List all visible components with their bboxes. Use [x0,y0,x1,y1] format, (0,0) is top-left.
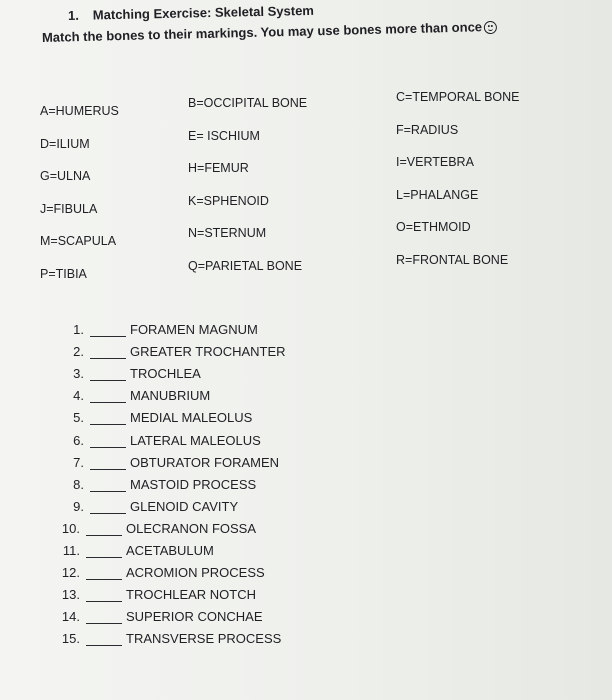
marking-term: GREATER TROCHANTER [130,344,286,360]
bone-key-entry: D=ILIUM [40,136,90,151]
marking-number: 1. [73,322,84,337]
bone-key-entry: O=ETHMOID [396,220,471,234]
marking-number: 3. [73,366,84,382]
marking-term: SUPERIOR CONCHAE [126,609,263,625]
marking-item [62,499,238,514]
bone-key-entry: R=FRONTAL BONE [396,252,509,267]
answer-blank[interactable] [90,469,126,470]
marking-term: ACETABULUM [126,543,214,558]
answer-blank[interactable] [86,645,122,646]
answer-blank[interactable] [86,557,122,558]
marking-number: 5. [73,410,84,426]
marking-item [62,344,286,359]
marking-term: MASTOID PROCESS [130,476,257,492]
marking-item [58,609,263,624]
instructions-text: Match the bones to their markings. You may use bones more than once [41,19,483,45]
answer-blank[interactable] [90,447,126,448]
marking-item [58,565,265,580]
marking-term: FORAMEN MAGNUM [130,322,258,337]
marking-term: GLENOID CAVITY [130,498,239,514]
bone-key-entry: M=SCAPULA [40,234,117,248]
answer-blank[interactable] [90,380,126,381]
marking-item [62,433,261,448]
answer-blank[interactable] [86,601,122,602]
marking-term: LATERAL MALEOLUS [130,432,261,448]
marking-item [62,455,279,470]
bone-key-entry: G=ULNA [40,169,91,183]
marking-term: TRANSVERSE PROCESS [126,631,282,647]
bone-key-entry: B=OCCIPITAL BONE [188,96,308,110]
marking-number: 4. [73,388,84,404]
smiley-icon [484,21,497,34]
bone-key-entry: I=VERTEBRA [396,155,474,169]
marking-number: 13. [61,587,80,603]
marking-item [58,631,281,646]
bone-key-entry: H=FEMUR [188,161,249,175]
answer-blank[interactable] [90,358,126,359]
marking-term: MANUBRIUM [130,388,211,404]
marking-number: 8. [73,476,84,492]
marking-term: TROCHLEAR NOTCH [126,587,257,603]
instructions [42,19,497,45]
marking-term: ACROMION PROCESS [126,565,265,581]
marking-item [58,521,256,536]
marking-item [58,543,214,558]
marking-item [58,587,256,602]
marking-item [62,388,210,403]
marking-item [62,410,252,425]
answer-blank[interactable] [90,402,126,403]
marking-term: OBTURATOR FORAMEN [130,454,280,470]
exercise-heading [68,3,314,23]
bone-key-entry: Q=PARIETAL BONE [188,258,303,273]
answer-blank[interactable] [86,579,122,580]
marking-term: MEDIAL MALEOLUS [130,410,253,426]
bone-key-entry: L=PHALANGE [396,187,479,202]
answer-blank[interactable] [90,424,126,425]
marking-number: 12. [61,565,80,581]
marking-item [62,366,201,381]
answer-blank[interactable] [90,491,126,492]
marking-term: TROCHLEA [130,366,201,382]
bone-key-entry: F=RADIUS [396,122,459,137]
marking-item [62,477,256,492]
marking-number: 10. [61,520,80,536]
exercise-title: Matching Exercise: Skeletal System [92,2,315,23]
marking-number: 6. [73,432,84,448]
answer-blank[interactable] [86,535,122,536]
marking-number: 11. [62,543,80,558]
bone-key-entry: P=TIBIA [40,266,87,281]
marking-number: 15. [61,631,80,647]
bone-key-entry: J=FIBULA [40,201,98,216]
marking-number: 14. [61,609,80,625]
bone-key-entry: K=SPHENOID [188,193,269,208]
bone-key-entry: A=HUMERUS [40,104,119,118]
bone-key-entry: N=STERNUM [188,226,267,240]
bone-key-entry: C=TEMPORAL BONE [396,90,520,104]
answer-blank[interactable] [90,513,126,514]
answer-blank[interactable] [86,623,122,624]
marking-number: 9. [73,498,84,514]
bone-key-entry: E= ISCHIUM [188,128,260,143]
exercise-number: 1. [67,7,79,23]
marking-item [62,322,258,337]
marking-term: OLECRANON FOSSA [126,520,257,536]
marking-number: 2. [73,344,84,360]
answer-blank[interactable] [90,336,126,337]
marking-number: 7. [73,454,84,470]
